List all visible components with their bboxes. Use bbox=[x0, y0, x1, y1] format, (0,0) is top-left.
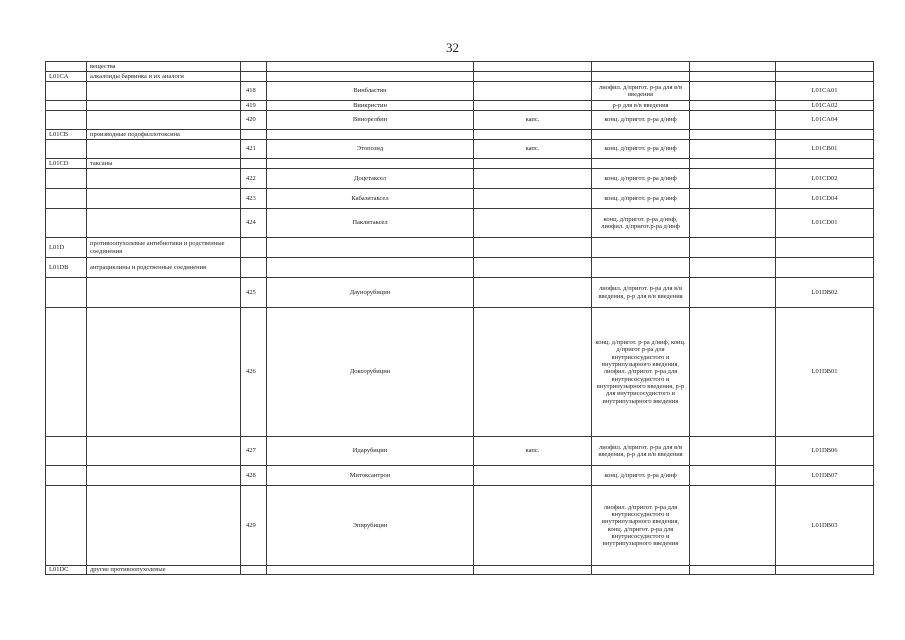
dosage-form: конц. д/пригот. р-ра д/инф, конц. д/пригот р-ра для внутрисосудистого и внутрипузырного введения, лиофил. д/пригот. р-ра для внутрисосудистого и внутрипузырного введения, р-р для внутрисосудистого и внутрипузырного введения bbox=[592, 308, 690, 437]
dosage-form: р-р для в/в введения bbox=[592, 101, 690, 111]
item-number: 428 bbox=[241, 466, 267, 486]
drug-name: Этопозид bbox=[267, 140, 474, 159]
atc-code: L01DB07 bbox=[776, 466, 874, 486]
empty-cell bbox=[690, 130, 776, 140]
drug-name: Доцетаксел bbox=[267, 169, 474, 189]
form-note bbox=[474, 169, 592, 189]
dosage-form bbox=[592, 62, 690, 72]
table-row bbox=[46, 486, 874, 566]
form-note: капс. bbox=[474, 111, 592, 130]
atc-group-name bbox=[87, 308, 241, 437]
atc-code: L01DB01 bbox=[776, 308, 874, 437]
item-number bbox=[241, 62, 267, 72]
dosage-form: лиофил. д/пригот. р-ра для в/в введения bbox=[592, 82, 690, 101]
form-note bbox=[474, 486, 592, 566]
item-number: 422 bbox=[241, 169, 267, 189]
atc-code bbox=[776, 238, 874, 258]
atc-code: L01CD04 bbox=[776, 189, 874, 209]
dosage-form bbox=[592, 130, 690, 140]
item-number bbox=[241, 130, 267, 140]
table-row bbox=[46, 437, 874, 466]
form-note bbox=[474, 466, 592, 486]
atc-group-code bbox=[46, 437, 87, 466]
atc-group-name bbox=[87, 209, 241, 238]
dosage-form: конц. д/пригот. р-ра д/инф bbox=[592, 189, 690, 209]
form-note bbox=[474, 62, 592, 72]
item-number bbox=[241, 238, 267, 258]
drug-name bbox=[267, 258, 474, 278]
atc-code: L01CA02 bbox=[776, 101, 874, 111]
atc-group-code bbox=[46, 62, 87, 72]
table-row bbox=[46, 111, 874, 130]
form-note bbox=[474, 82, 592, 101]
drug-name bbox=[267, 238, 474, 258]
item-number: 419 bbox=[241, 101, 267, 111]
group-row bbox=[46, 130, 874, 140]
empty-cell bbox=[690, 169, 776, 189]
atc-group-code: L01D bbox=[46, 238, 87, 258]
atc-code: L01CB01 bbox=[776, 140, 874, 159]
drug-name bbox=[267, 130, 474, 140]
table-row bbox=[46, 169, 874, 189]
drug-name: Митоксантрон bbox=[267, 466, 474, 486]
form-note: капс. bbox=[474, 437, 592, 466]
atc-group-name: производные подофиллотоксина bbox=[87, 130, 241, 140]
empty-cell bbox=[690, 111, 776, 130]
table-row bbox=[46, 82, 874, 101]
atc-code bbox=[776, 159, 874, 169]
dosage-form: лиофил. д/пригот. р-ра для в/в введения, р-р для в/в введения bbox=[592, 278, 690, 308]
table-body bbox=[46, 62, 874, 575]
atc-code bbox=[776, 258, 874, 278]
item-number: 424 bbox=[241, 209, 267, 238]
empty-cell bbox=[690, 486, 776, 566]
atc-group-name bbox=[87, 466, 241, 486]
atc-group-code: L01DC bbox=[46, 566, 87, 575]
empty-cell bbox=[690, 159, 776, 169]
empty-cell bbox=[690, 189, 776, 209]
item-number: 426 bbox=[241, 308, 267, 437]
group-row bbox=[46, 258, 874, 278]
empty-cell bbox=[690, 308, 776, 437]
table-row bbox=[46, 101, 874, 111]
table-row bbox=[46, 189, 874, 209]
atc-code bbox=[776, 62, 874, 72]
page-number: 32 bbox=[446, 40, 459, 55]
atc-code bbox=[776, 566, 874, 575]
empty-cell bbox=[690, 140, 776, 159]
atc-code: L01CA01 bbox=[776, 82, 874, 101]
drug-name bbox=[267, 566, 474, 575]
item-number: 420 bbox=[241, 111, 267, 130]
atc-group-code: L01DB bbox=[46, 258, 87, 278]
item-number: 421 bbox=[241, 140, 267, 159]
atc-group-code bbox=[46, 308, 87, 437]
atc-group-code bbox=[46, 101, 87, 111]
dosage-form bbox=[592, 72, 690, 82]
atc-code bbox=[776, 130, 874, 140]
form-note bbox=[474, 238, 592, 258]
empty-cell bbox=[690, 72, 776, 82]
group-row bbox=[46, 566, 874, 575]
empty-cell bbox=[690, 258, 776, 278]
group-row bbox=[46, 238, 874, 258]
drug-name: Идарубицин bbox=[267, 437, 474, 466]
dosage-form bbox=[592, 238, 690, 258]
atc-group-name bbox=[87, 111, 241, 130]
atc-group-name bbox=[87, 486, 241, 566]
empty-cell bbox=[690, 437, 776, 466]
dosage-form: конц. д/пригот. р-ра д/инф bbox=[592, 140, 690, 159]
form-note bbox=[474, 159, 592, 169]
drug-name: Винорелбин bbox=[267, 111, 474, 130]
empty-cell bbox=[690, 101, 776, 111]
form-note bbox=[474, 308, 592, 437]
atc-group-code bbox=[46, 209, 87, 238]
item-number: 418 bbox=[241, 82, 267, 101]
drug-name bbox=[267, 159, 474, 169]
atc-code: L01DB02 bbox=[776, 278, 874, 308]
atc-group-code bbox=[46, 486, 87, 566]
atc-group-name: вещества bbox=[87, 62, 241, 72]
form-note bbox=[474, 189, 592, 209]
item-number bbox=[241, 258, 267, 278]
atc-group-code: L01CB bbox=[46, 130, 87, 140]
atc-group-name bbox=[87, 437, 241, 466]
atc-group-code bbox=[46, 466, 87, 486]
group-row bbox=[46, 159, 874, 169]
atc-group-name: противоопухолевые антибиотики и родственные соединения bbox=[87, 238, 241, 258]
drug-name: Кабазитаксел bbox=[267, 189, 474, 209]
table-row bbox=[46, 466, 874, 486]
table-row bbox=[46, 278, 874, 308]
form-note bbox=[474, 101, 592, 111]
drug-name: Даунорубицин bbox=[267, 278, 474, 308]
dosage-form: лиофил. д/пригот. р-ра для в/в введения, р-р для в/в введения bbox=[592, 437, 690, 466]
drug-name: Паклитаксел bbox=[267, 209, 474, 238]
dosage-form: конц. д/пригот. р-ра д/инф bbox=[592, 169, 690, 189]
dosage-form: лиофил. д/пригот. р-ра для внутрисосудистого и внутрипузырного введения, конц. д/пригот. р-ра для внутрисосудистого и внутрипузырного введения bbox=[592, 486, 690, 566]
form-note bbox=[474, 566, 592, 575]
atc-group-name: другие противоопухолевые bbox=[87, 566, 241, 575]
group-row bbox=[46, 62, 874, 72]
atc-code: L01CA04 bbox=[776, 111, 874, 130]
drug-name: Доксорубицин bbox=[267, 308, 474, 437]
dosage-form bbox=[592, 258, 690, 278]
form-note: капс. bbox=[474, 140, 592, 159]
item-number: 427 bbox=[241, 437, 267, 466]
empty-cell bbox=[690, 566, 776, 575]
drug-name bbox=[267, 62, 474, 72]
atc-group-code bbox=[46, 140, 87, 159]
empty-cell bbox=[690, 82, 776, 101]
drug-table bbox=[45, 61, 874, 575]
atc-code: L01DB06 bbox=[776, 437, 874, 466]
atc-group-name bbox=[87, 189, 241, 209]
empty-cell bbox=[690, 238, 776, 258]
atc-code: L01DB03 bbox=[776, 486, 874, 566]
atc-group-name: таксаны bbox=[87, 159, 241, 169]
group-row bbox=[46, 72, 874, 82]
drug-name: Винбластин bbox=[267, 82, 474, 101]
item-number: 425 bbox=[241, 278, 267, 308]
form-note bbox=[474, 209, 592, 238]
atc-group-code bbox=[46, 189, 87, 209]
atc-group-code bbox=[46, 82, 87, 101]
item-number bbox=[241, 159, 267, 169]
atc-group-name bbox=[87, 82, 241, 101]
atc-group-code bbox=[46, 169, 87, 189]
drug-name: Винкристин bbox=[267, 101, 474, 111]
item-number: 429 bbox=[241, 486, 267, 566]
atc-group-name: алкалоиды барвинка и их аналоги bbox=[87, 72, 241, 82]
item-number: 423 bbox=[241, 189, 267, 209]
atc-group-name bbox=[87, 101, 241, 111]
dosage-form: конц. д/пригот. р-ра д/инф bbox=[592, 111, 690, 130]
item-number bbox=[241, 72, 267, 82]
item-number bbox=[241, 566, 267, 575]
atc-group-code bbox=[46, 111, 87, 130]
atc-group-name bbox=[87, 278, 241, 308]
atc-group-name bbox=[87, 169, 241, 189]
form-note bbox=[474, 258, 592, 278]
atc-code: L01CD01 bbox=[776, 209, 874, 238]
atc-group-name bbox=[87, 140, 241, 159]
drug-name: Эпирубицин bbox=[267, 486, 474, 566]
atc-code bbox=[776, 72, 874, 82]
atc-group-code bbox=[46, 278, 87, 308]
atc-group-code: L01CA bbox=[46, 72, 87, 82]
empty-cell bbox=[690, 62, 776, 72]
empty-cell bbox=[690, 278, 776, 308]
atc-group-name: антрациклины и родственные соединения bbox=[87, 258, 241, 278]
table-row bbox=[46, 140, 874, 159]
empty-cell bbox=[690, 209, 776, 238]
atc-group-code: L01CD bbox=[46, 159, 87, 169]
form-note bbox=[474, 72, 592, 82]
dosage-form bbox=[592, 159, 690, 169]
drug-name bbox=[267, 72, 474, 82]
form-note bbox=[474, 130, 592, 140]
table-row bbox=[46, 308, 874, 437]
atc-code: L01CD02 bbox=[776, 169, 874, 189]
dosage-form bbox=[592, 566, 690, 575]
table-row bbox=[46, 209, 874, 238]
dosage-form: конц. д/пригот. р-ра д/инф bbox=[592, 466, 690, 486]
empty-cell bbox=[690, 466, 776, 486]
form-note bbox=[474, 278, 592, 308]
dosage-form: конц. д/пригот. р-ра д/инф, лиофил. д/пригот.р-ра д/инф bbox=[592, 209, 690, 238]
